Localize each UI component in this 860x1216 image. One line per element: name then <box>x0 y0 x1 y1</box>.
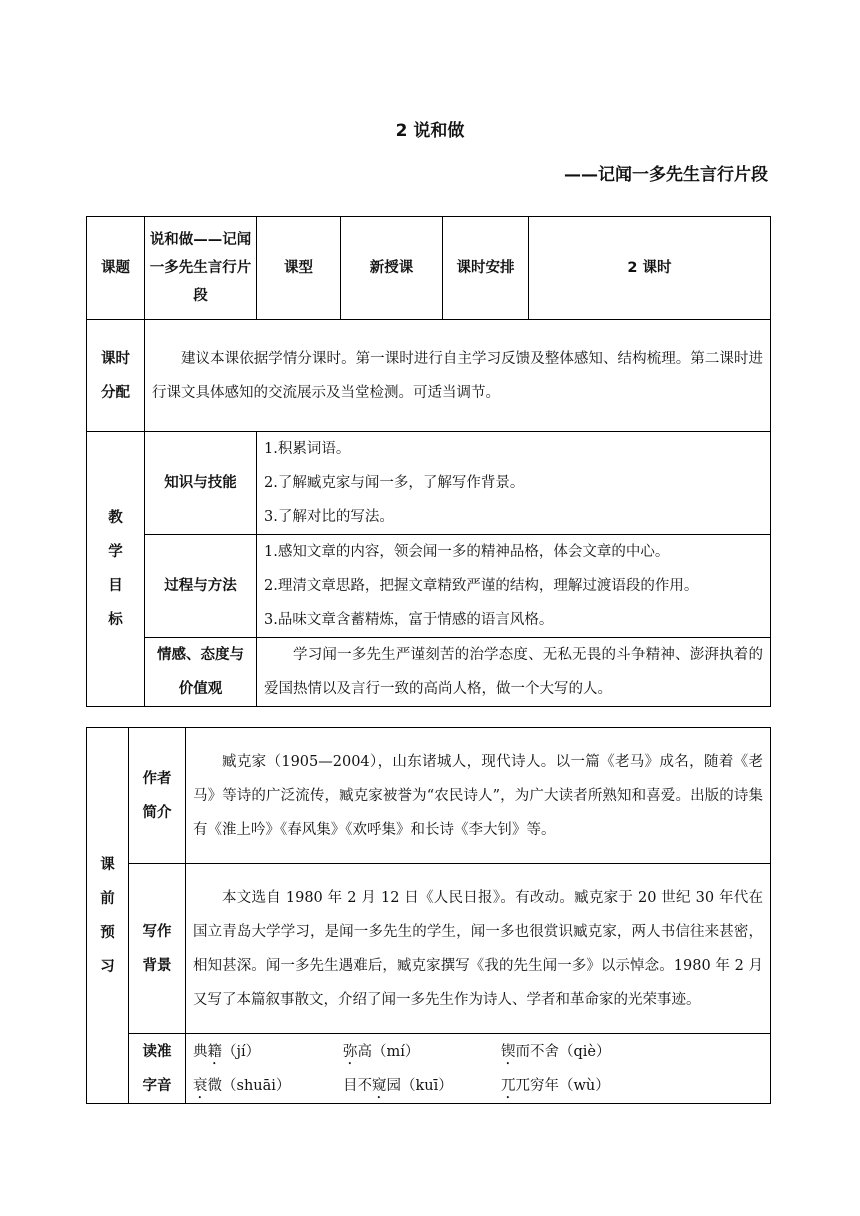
word-item: 弥高（mí） <box>343 1043 420 1060</box>
pronunciation-label-line: 读准 <box>142 1043 172 1060</box>
word-row <box>193 1035 763 1069</box>
knowledge-label: 知识与技能 <box>145 432 257 535</box>
allocation-label-line: 课时 <box>101 350 130 367</box>
process-item: 3.品味文章含蓄精炼，富于情感的语言风格。 <box>264 612 554 628</box>
author-label-line: 简介 <box>142 804 172 821</box>
allocation-label-line: 分配 <box>101 384 130 401</box>
knowledge-items <box>257 432 771 535</box>
page-title: 2 说和做 <box>395 121 465 141</box>
objectives-label-char: 目 <box>108 578 123 594</box>
word-item: 目不窥园（kuī） <box>343 1077 453 1094</box>
process-label: 过程与方法 <box>145 535 257 638</box>
author-label <box>129 728 186 864</box>
preview-label-char: 习 <box>100 958 115 975</box>
word-item: 锲而不舍（qiè） <box>501 1043 611 1060</box>
knowledge-item: 1.积累词语。 <box>264 441 351 457</box>
knowledge-item: 2.了解臧克家与闻一多，了解写作背景。 <box>264 475 525 491</box>
word-row <box>193 1069 763 1103</box>
allocation-text: 建议本课依据学情分课时。第一课时进行自主学习反馈及整体感知、结构梳理。第二课时进行课文具体感知的交流展示及当堂检测。可适当调节。 <box>145 320 771 432</box>
schedule-label: 课时安排 <box>443 217 529 320</box>
preview-label <box>87 728 129 1104</box>
process-item: 2.理清文章思路，把握文章精致严谨的结构，理解过渡语段的作用。 <box>264 578 699 594</box>
background-label <box>129 864 186 1034</box>
preview-label-char: 课 <box>100 856 115 873</box>
topic-value-line: 一多先生言行片 <box>149 260 252 276</box>
allocation-label <box>87 320 145 432</box>
background-label-line: 背景 <box>142 957 172 974</box>
preview-table <box>86 727 771 1104</box>
emotion-label-line: 价值观 <box>178 681 223 697</box>
objectives-label-char: 学 <box>108 544 123 560</box>
topic-value-line: 说和做——记闻 <box>149 232 252 248</box>
topic-value <box>145 217 257 320</box>
pronunciation-words <box>186 1034 771 1104</box>
type-value: 新授课 <box>341 217 443 320</box>
objectives-label-char: 标 <box>108 612 123 628</box>
author-label-line: 作者 <box>142 770 172 787</box>
emotion-label-line: 情感、态度与 <box>157 647 244 663</box>
objectives-label-char: 教 <box>108 510 123 526</box>
type-label: 课型 <box>257 217 341 320</box>
word-item: 典籍（jí） <box>193 1043 261 1060</box>
page-subtitle: ——记闻一多先生言行片段 <box>564 165 768 185</box>
schedule-value: 2 课时 <box>529 217 771 320</box>
topic-value-line: 段 <box>193 288 208 304</box>
background-label-line: 写作 <box>142 923 172 940</box>
topic-label: 课题 <box>87 217 145 320</box>
pronunciation-label-line: 字音 <box>142 1077 172 1094</box>
word-item: 兀兀穷年（wù） <box>501 1077 610 1094</box>
preview-label-char: 预 <box>100 924 115 941</box>
process-items <box>257 535 771 638</box>
emotion-label <box>145 638 257 707</box>
process-item: 1.感知文章的内容，领会闻一多的精神品格，体会文章的中心。 <box>264 544 670 560</box>
background-text: 本文选自 1980 年 2 月 12 日《人民日报》。有改动。臧克家于 20 世纪 30 年代在国立青岛大学学习，是闻一多先生的学生，闻一多也很赏识臧克家，两人书信往来甚密，相知甚深。闻一多先生遇难后，臧克家撰写《我的先生闻一多》以示悼念。1980 年 2 月又写了本篇叙事散文，介绍了闻一多先生作为诗人、学者和革命家的光荣事迹。 <box>186 864 771 1034</box>
emotion-text: 学习闻一多先生严谨刻苦的治学态度、无私无畏的斗争精神、澎湃执着的爱国热情以及言行一致的高尚人格，做一个大写的人。 <box>257 638 771 707</box>
knowledge-item: 3.了解对比的写法。 <box>264 509 394 525</box>
objectives-label <box>87 432 145 707</box>
pronunciation-label <box>129 1034 186 1104</box>
author-text: 臧克家（1905—2004），山东诸城人，现代诗人。以一篇《老马》成名，随着《老马》等诗的广泛流传，臧克家被誉为“农民诗人”，为广大读者所熟知和喜爱。出版的诗集有《淮上吟》《春风集》《欢呼集》和长诗《李大钊》等。 <box>186 728 771 864</box>
word-item: 衰微（shuāi） <box>193 1077 291 1094</box>
lesson-plan-table <box>86 216 771 707</box>
preview-label-char: 前 <box>100 890 115 907</box>
